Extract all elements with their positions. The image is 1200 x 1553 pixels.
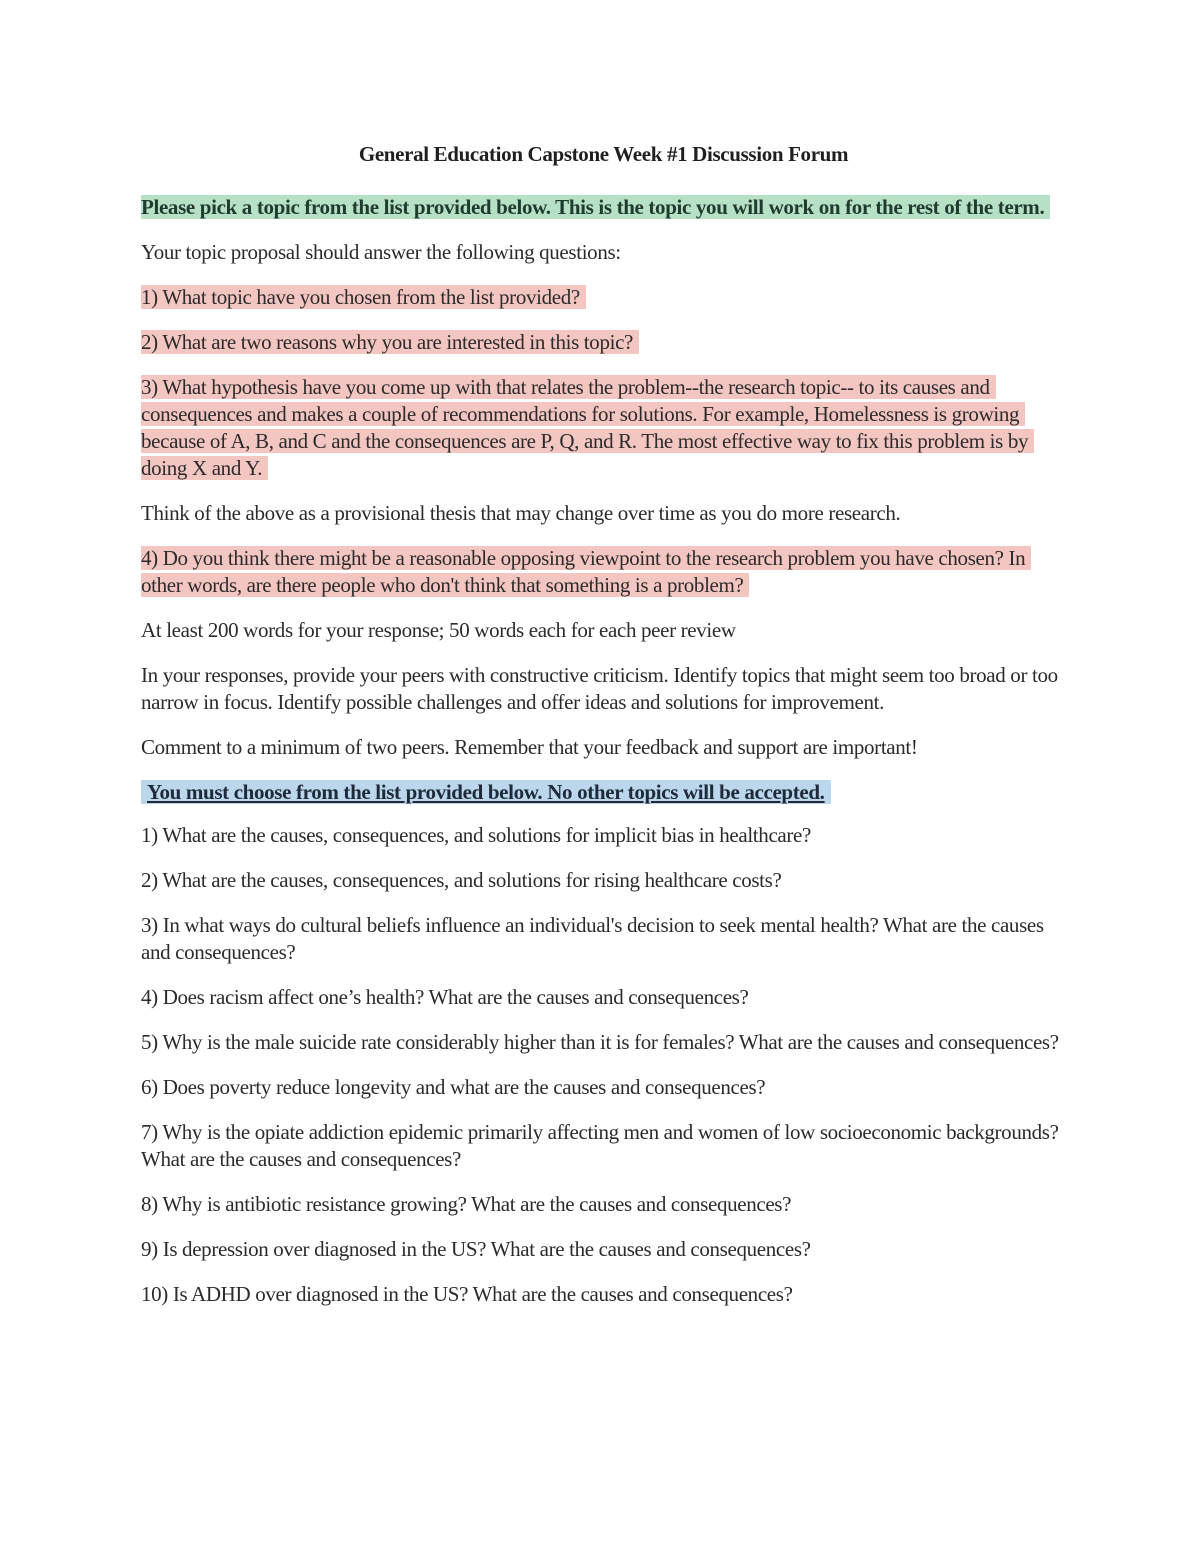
choose-notice xyxy=(141,779,1066,806)
list-item: 7) Why is the opiate addiction epidemic primarily affecting men and women of low socioeconomic backgrounds? What are the causes and consequences? xyxy=(141,1120,1059,1171)
list-item: 8) Why is antibiotic resistance growing? What are the causes and consequences? xyxy=(141,1192,792,1216)
instruction-highlight: Please pick a topic from the list provided below. This is the topic you will work on for the rest of the term. xyxy=(141,195,1050,219)
list-item: 2) What are the causes, consequences, and solutions for rising healthcare costs? xyxy=(141,868,782,892)
list-item: 10) Is ADHD over diagnosed in the US? What are the causes and consequences? xyxy=(141,1282,793,1306)
question-2-highlight: 2) What are two reasons why you are interested in this topic? xyxy=(141,330,639,354)
question-4-highlight: 4) Do you think there might be a reasonable opposing viewpoint to the research problem you have chosen? In other words, are there people who don't think that something is a problem? xyxy=(141,546,1031,597)
choose-notice-highlight: You must choose from the list provided below. No other topics will be accepted. xyxy=(141,780,831,804)
list-item: 3) In what ways do cultural beliefs influence an individual's decision to seek mental health? What are the causes and consequences? xyxy=(141,913,1044,964)
instruction-paragraph xyxy=(141,194,1066,221)
document-title: General Education Capstone Week #1 Discussion Forum xyxy=(358,142,849,166)
question-1 xyxy=(141,284,1066,311)
list-item: 5) Why is the male suicide rate considerably higher than it is for females? What are the causes and consequences? xyxy=(141,1030,1059,1054)
topic-list xyxy=(141,822,1066,1308)
list-item: 9) Is depression over diagnosed in the US? What are the causes and consequences? xyxy=(141,1237,811,1261)
question-3-highlight: 3) What hypothesis have you come up with that relates the problem--the research topic-- to its causes and consequences and makes a couple of recommendations for solutions. For example, Homelessness is growing because of A, B, and C and the consequences are P, Q, and R. The most effective way to fix this problem is by doing X and Y. xyxy=(141,375,1034,480)
question-1-highlight: 1) What topic have you chosen from the list provided? xyxy=(141,285,586,309)
question-4 xyxy=(141,545,1066,599)
responses-guidance: In your responses, provide your peers with constructive criticism. Identify topics that might seem too broad or too narrow in focus. Identify possible challenges and offer ideas and solutions for improvement. xyxy=(141,663,1058,714)
question-3 xyxy=(141,374,1066,482)
provisional-note: Think of the above as a provisional thesis that may change over time as you do more research. xyxy=(141,501,901,525)
list-item: 6) Does poverty reduce longevity and what are the causes and consequences? xyxy=(141,1075,766,1099)
word-count-requirement: At least 200 words for your response; 50 words each for each peer review xyxy=(141,618,736,642)
question-2 xyxy=(141,329,1066,356)
document-page xyxy=(141,141,1066,1326)
list-item: 1) What are the causes, consequences, and solutions for implicit bias in healthcare? xyxy=(141,823,811,847)
list-item: 4) Does racism affect one’s health? What are the causes and consequences? xyxy=(141,985,749,1009)
comment-requirement: Comment to a minimum of two peers. Remember that your feedback and support are important! xyxy=(141,735,918,759)
proposal-intro: Your topic proposal should answer the following questions: xyxy=(141,240,621,264)
